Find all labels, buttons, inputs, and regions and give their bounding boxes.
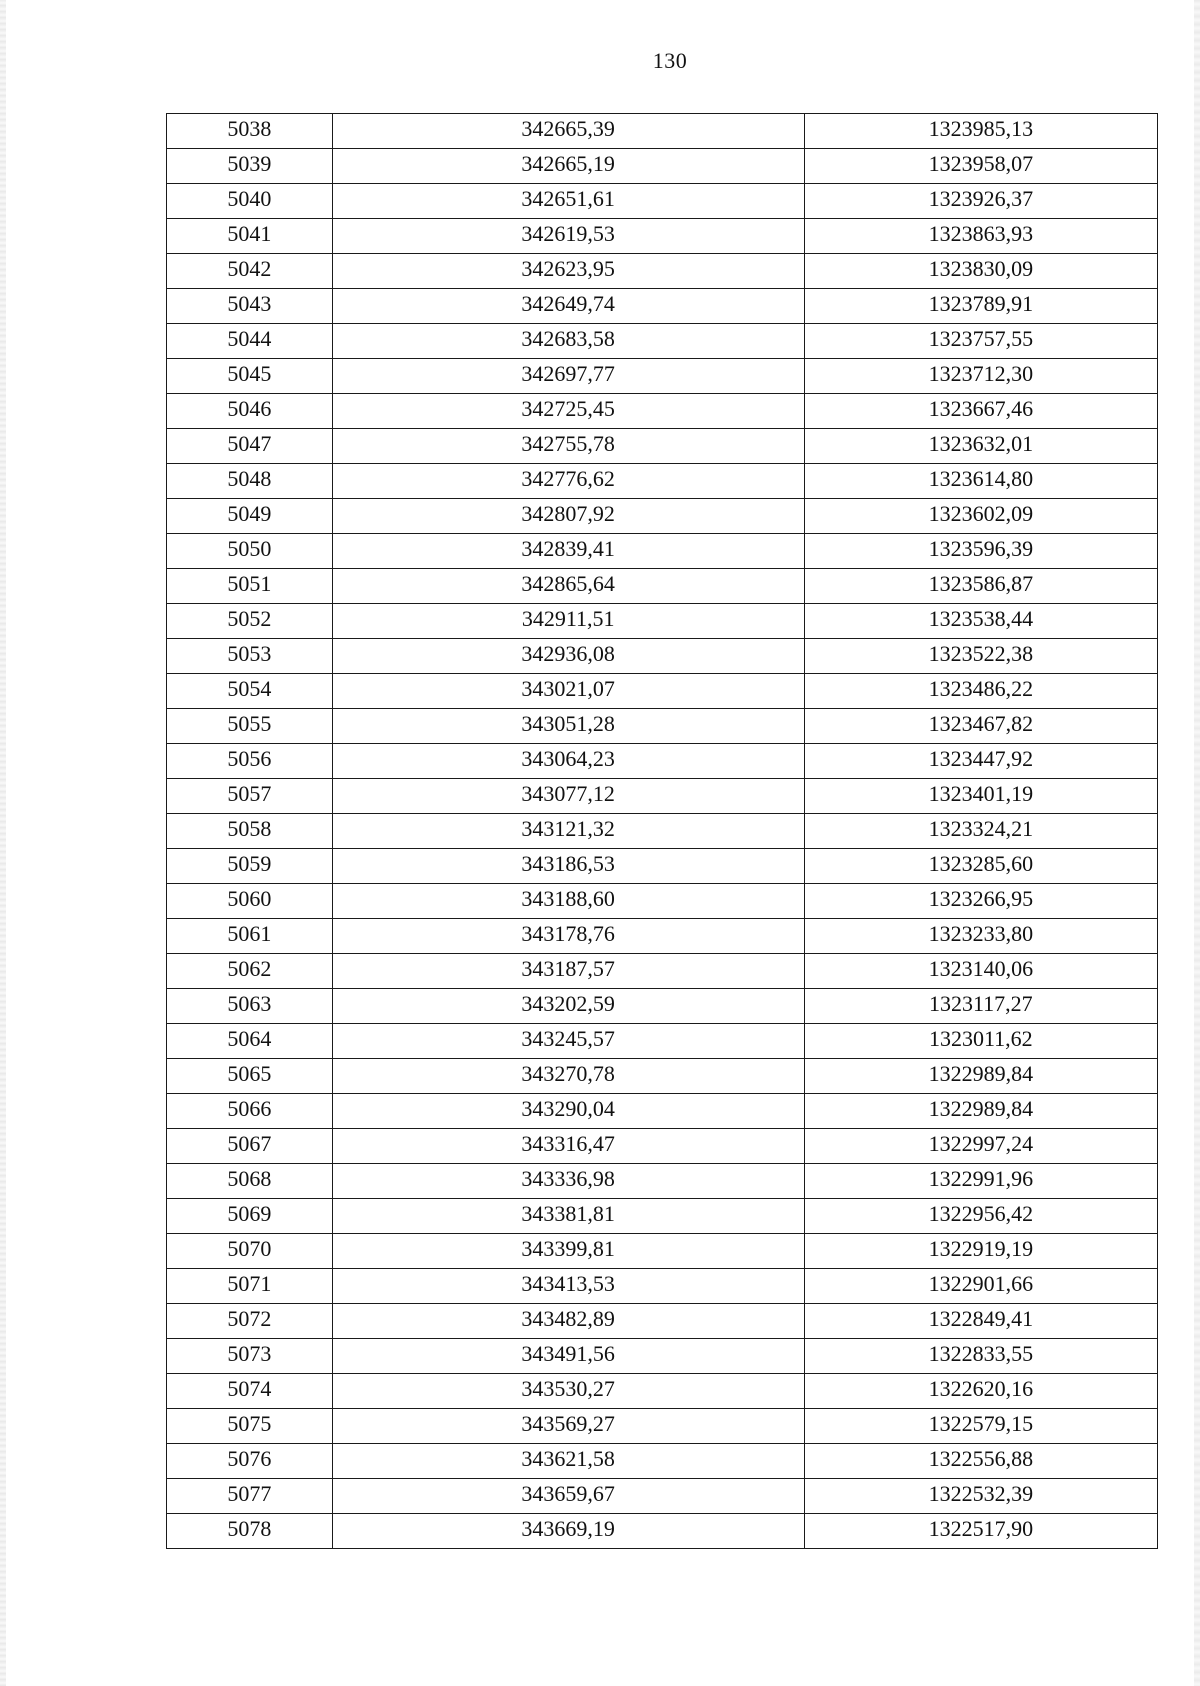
- table-row: [167, 1059, 1158, 1094]
- point-number-cell: [167, 744, 333, 779]
- y-coordinate-value: 1323602,09: [928, 501, 1034, 526]
- y-coordinate-value: 1322833,55: [928, 1341, 1034, 1366]
- table-row: [167, 464, 1158, 499]
- y-coordinate-cell: [804, 954, 1157, 989]
- y-coordinate-value: 1323789,91: [928, 291, 1034, 316]
- point-number-cell: [167, 359, 333, 394]
- point-number-cell: [167, 1444, 333, 1479]
- x-coordinate-cell: [332, 464, 804, 499]
- y-coordinate-cell: [804, 254, 1157, 289]
- x-coordinate-value: 342911,51: [521, 606, 615, 631]
- point-number-value: 5054: [227, 676, 272, 701]
- table-row: [167, 429, 1158, 464]
- y-coordinate-cell: [804, 1164, 1157, 1199]
- table-row: [167, 604, 1158, 639]
- table-row: [167, 919, 1158, 954]
- y-coordinate-cell: [804, 1374, 1157, 1409]
- y-coordinate-cell: [804, 569, 1157, 604]
- x-coordinate-cell: [332, 954, 804, 989]
- point-number-cell: [167, 499, 333, 534]
- point-number-cell: [167, 989, 333, 1024]
- point-number-cell: [167, 569, 333, 604]
- coordinates-table: [166, 113, 1158, 1549]
- table-row: [167, 1129, 1158, 1164]
- y-coordinate-value: 1323596,39: [928, 536, 1034, 561]
- y-coordinate-value: 1322517,90: [928, 1516, 1034, 1541]
- point-number-value: 5051: [227, 571, 272, 596]
- point-number-cell: [167, 1199, 333, 1234]
- y-coordinate-value: 1323926,37: [928, 186, 1034, 211]
- y-coordinate-value: 1323285,60: [928, 851, 1034, 876]
- y-coordinate-value: 1322989,84: [928, 1061, 1034, 1086]
- y-coordinate-value: 1323140,06: [928, 956, 1034, 981]
- point-number-value: 5055: [227, 711, 272, 736]
- x-coordinate-value: 342839,41: [521, 536, 615, 561]
- table-row: [167, 1514, 1158, 1549]
- x-coordinate-cell: [332, 324, 804, 359]
- x-coordinate-value: 343413,53: [521, 1271, 615, 1296]
- x-coordinate-value: 343381,81: [521, 1201, 615, 1226]
- y-coordinate-value: 1323447,92: [928, 746, 1034, 771]
- table-row: [167, 1444, 1158, 1479]
- point-number-cell: [167, 1129, 333, 1164]
- point-number-value: 5074: [227, 1376, 272, 1401]
- x-coordinate-value: 343202,59: [521, 991, 615, 1016]
- x-coordinate-cell: [332, 1514, 804, 1549]
- point-number-value: 5040: [227, 186, 272, 211]
- y-coordinate-cell: [804, 534, 1157, 569]
- table-row: [167, 149, 1158, 184]
- x-coordinate-cell: [332, 569, 804, 604]
- x-coordinate-value: 343669,19: [521, 1516, 615, 1541]
- x-coordinate-value: 342776,62: [521, 466, 615, 491]
- y-coordinate-cell: [804, 1129, 1157, 1164]
- point-number-value: 5071: [227, 1271, 272, 1296]
- point-number-cell: [167, 1269, 333, 1304]
- point-number-cell: [167, 184, 333, 219]
- point-number-value: 5056: [227, 746, 272, 771]
- table-row: [167, 1339, 1158, 1374]
- y-coordinate-cell: [804, 639, 1157, 674]
- point-number-value: 5063: [227, 991, 272, 1016]
- y-coordinate-value: 1322989,84: [928, 1096, 1034, 1121]
- table-row: [167, 219, 1158, 254]
- point-number-cell: [167, 849, 333, 884]
- table-row: [167, 534, 1158, 569]
- point-number-cell: [167, 674, 333, 709]
- y-coordinate-cell: [804, 219, 1157, 254]
- point-number-cell: [167, 884, 333, 919]
- x-coordinate-cell: [332, 779, 804, 814]
- x-coordinate-value: 342725,45: [521, 396, 615, 421]
- x-coordinate-value: 343077,12: [521, 781, 615, 806]
- point-number-value: 5041: [227, 221, 272, 246]
- x-coordinate-cell: [332, 114, 804, 149]
- table-row: [167, 849, 1158, 884]
- y-coordinate-value: 1323401,19: [928, 781, 1034, 806]
- table-row: [167, 569, 1158, 604]
- y-coordinate-cell: [804, 884, 1157, 919]
- y-coordinate-value: 1322849,41: [928, 1306, 1034, 1331]
- point-number-cell: [167, 149, 333, 184]
- y-coordinate-value: 1323632,01: [928, 431, 1034, 456]
- x-coordinate-cell: [332, 499, 804, 534]
- point-number-cell: [167, 1164, 333, 1199]
- table-row: [167, 709, 1158, 744]
- point-number-cell: [167, 1374, 333, 1409]
- y-coordinate-value: 1323266,95: [928, 886, 1034, 911]
- point-number-cell: [167, 1094, 333, 1129]
- point-number-value: 5049: [227, 501, 272, 526]
- x-coordinate-value: 342665,39: [521, 116, 615, 141]
- x-coordinate-value: 342623,95: [521, 256, 615, 281]
- table-row: [167, 989, 1158, 1024]
- y-coordinate-cell: [804, 429, 1157, 464]
- y-coordinate-value: 1322919,19: [928, 1236, 1034, 1261]
- y-coordinate-value: 1323233,80: [928, 921, 1034, 946]
- x-coordinate-value: 343187,57: [521, 956, 615, 981]
- coordinates-table-body: [167, 114, 1158, 1549]
- page-number: 130: [652, 48, 688, 73]
- y-coordinate-cell: [804, 359, 1157, 394]
- point-number-value: 5052: [227, 606, 272, 631]
- y-coordinate-cell: [804, 1479, 1157, 1514]
- y-coordinate-cell: [804, 499, 1157, 534]
- x-coordinate-cell: [332, 639, 804, 674]
- y-coordinate-cell: [804, 1339, 1157, 1374]
- point-number-cell: [167, 1024, 333, 1059]
- point-number-cell: [167, 394, 333, 429]
- y-coordinate-value: 1322901,66: [928, 1271, 1034, 1296]
- x-coordinate-value: 342619,53: [521, 221, 615, 246]
- point-number-cell: [167, 639, 333, 674]
- point-number-value: 5039: [227, 151, 272, 176]
- point-number-value: 5053: [227, 641, 272, 666]
- point-number-value: 5062: [227, 956, 272, 981]
- table-row: [167, 289, 1158, 324]
- x-coordinate-value: 342649,74: [521, 291, 615, 316]
- table-row: [167, 1234, 1158, 1269]
- y-coordinate-value: 1322997,24: [928, 1131, 1034, 1156]
- y-coordinate-value: 1323614,80: [928, 466, 1034, 491]
- y-coordinate-value: 1323324,21: [928, 816, 1034, 841]
- y-coordinate-cell: [804, 1514, 1157, 1549]
- y-coordinate-value: 1323757,55: [928, 326, 1034, 351]
- y-coordinate-value: 1323712,30: [928, 361, 1034, 386]
- point-number-value: 5069: [227, 1201, 272, 1226]
- x-coordinate-cell: [332, 289, 804, 324]
- point-number-value: 5077: [227, 1481, 272, 1506]
- point-number-value: 5058: [227, 816, 272, 841]
- x-coordinate-cell: [332, 534, 804, 569]
- point-number-value: 5061: [227, 921, 272, 946]
- x-coordinate-cell: [332, 429, 804, 464]
- y-coordinate-value: 1322579,15: [928, 1411, 1034, 1436]
- x-coordinate-cell: [332, 1374, 804, 1409]
- point-number-cell: [167, 779, 333, 814]
- y-coordinate-cell: [804, 184, 1157, 219]
- y-coordinate-cell: [804, 1409, 1157, 1444]
- x-coordinate-value: 343064,23: [521, 746, 615, 771]
- x-coordinate-cell: [332, 1199, 804, 1234]
- y-coordinate-cell: [804, 744, 1157, 779]
- x-coordinate-value: 342865,64: [521, 571, 615, 596]
- x-coordinate-value: 343245,57: [521, 1026, 615, 1051]
- x-coordinate-value: 343569,27: [521, 1411, 615, 1436]
- point-number-cell: [167, 919, 333, 954]
- x-coordinate-cell: [332, 1339, 804, 1374]
- point-number-value: 5064: [227, 1026, 272, 1051]
- table-row: [167, 324, 1158, 359]
- table-row: [167, 639, 1158, 674]
- y-coordinate-cell: [804, 779, 1157, 814]
- x-coordinate-cell: [332, 1024, 804, 1059]
- x-coordinate-cell: [332, 1094, 804, 1129]
- point-number-cell: [167, 534, 333, 569]
- point-number-cell: [167, 1059, 333, 1094]
- y-coordinate-value: 1323011,62: [928, 1026, 1033, 1051]
- table-row: [167, 1024, 1158, 1059]
- y-coordinate-value: 1323117,27: [928, 991, 1033, 1016]
- point-number-cell: [167, 814, 333, 849]
- x-coordinate-cell: [332, 674, 804, 709]
- y-coordinate-value: 1322556,88: [928, 1446, 1034, 1471]
- x-coordinate-value: 342807,92: [521, 501, 615, 526]
- y-coordinate-cell: [804, 324, 1157, 359]
- point-number-value: 5043: [227, 291, 272, 316]
- y-coordinate-value: 1323985,13: [928, 116, 1034, 141]
- y-coordinate-cell: [804, 674, 1157, 709]
- y-coordinate-value: 1323667,46: [928, 396, 1034, 421]
- x-coordinate-cell: [332, 1234, 804, 1269]
- x-coordinate-value: 343621,58: [521, 1446, 615, 1471]
- x-coordinate-value: 343188,60: [521, 886, 615, 911]
- x-coordinate-cell: [332, 1479, 804, 1514]
- y-coordinate-cell: [804, 1199, 1157, 1234]
- y-coordinate-value: 1323863,93: [928, 221, 1034, 246]
- y-coordinate-cell: [804, 289, 1157, 324]
- x-coordinate-value: 343336,98: [521, 1166, 615, 1191]
- point-number-cell: [167, 604, 333, 639]
- point-number-value: 5060: [227, 886, 272, 911]
- x-coordinate-cell: [332, 744, 804, 779]
- x-coordinate-cell: [332, 849, 804, 884]
- y-coordinate-value: 1323522,38: [928, 641, 1034, 666]
- table-row: [167, 1479, 1158, 1514]
- y-coordinate-value: 1323486,22: [928, 676, 1034, 701]
- x-coordinate-value: 343491,56: [521, 1341, 615, 1366]
- x-coordinate-cell: [332, 149, 804, 184]
- point-number-value: 5065: [227, 1061, 272, 1086]
- table-row: [167, 1269, 1158, 1304]
- y-coordinate-cell: [804, 1234, 1157, 1269]
- x-coordinate-value: 343659,67: [521, 1481, 615, 1506]
- table-row: [167, 184, 1158, 219]
- table-row: [167, 884, 1158, 919]
- table-row: [167, 359, 1158, 394]
- x-coordinate-cell: [332, 1164, 804, 1199]
- y-coordinate-cell: [804, 989, 1157, 1024]
- point-number-cell: [167, 114, 333, 149]
- table-row: [167, 1164, 1158, 1199]
- point-number-cell: [167, 709, 333, 744]
- point-number-cell: [167, 1304, 333, 1339]
- y-coordinate-value: 1323538,44: [928, 606, 1034, 631]
- point-number-value: 5070: [227, 1236, 272, 1261]
- y-coordinate-cell: [804, 919, 1157, 954]
- point-number-cell: [167, 289, 333, 324]
- x-coordinate-cell: [332, 1409, 804, 1444]
- point-number-value: 5038: [227, 116, 272, 141]
- point-number-value: 5046: [227, 396, 272, 421]
- point-number-cell: [167, 219, 333, 254]
- point-number-value: 5045: [227, 361, 272, 386]
- x-coordinate-value: 342936,08: [521, 641, 615, 666]
- point-number-cell: [167, 429, 333, 464]
- point-number-value: 5075: [227, 1411, 272, 1436]
- x-coordinate-cell: [332, 1129, 804, 1164]
- table-row: [167, 1304, 1158, 1339]
- x-coordinate-value: 343316,47: [521, 1131, 615, 1156]
- y-coordinate-cell: [804, 1094, 1157, 1129]
- scan-edge-right: [1194, 0, 1200, 1686]
- table-row: [167, 499, 1158, 534]
- y-coordinate-value: 1323958,07: [928, 151, 1034, 176]
- table-row: [167, 744, 1158, 779]
- point-number-value: 5059: [227, 851, 272, 876]
- point-number-value: 5076: [227, 1446, 272, 1471]
- y-coordinate-value: 1323586,87: [928, 571, 1034, 596]
- point-number-value: 5050: [227, 536, 272, 561]
- y-coordinate-cell: [804, 849, 1157, 884]
- y-coordinate-cell: [804, 1444, 1157, 1479]
- y-coordinate-cell: [804, 1059, 1157, 1094]
- x-coordinate-value: 343270,78: [521, 1061, 615, 1086]
- x-coordinate-value: 342697,77: [521, 361, 615, 386]
- x-coordinate-value: 343399,81: [521, 1236, 615, 1261]
- x-coordinate-value: 343121,32: [521, 816, 615, 841]
- table-row: [167, 394, 1158, 429]
- y-coordinate-value: 1322956,42: [928, 1201, 1034, 1226]
- x-coordinate-cell: [332, 184, 804, 219]
- point-number-cell: [167, 464, 333, 499]
- y-coordinate-value: 1323467,82: [928, 711, 1034, 736]
- y-coordinate-cell: [804, 464, 1157, 499]
- point-number-value: 5048: [227, 466, 272, 491]
- x-coordinate-cell: [332, 1444, 804, 1479]
- table-row: [167, 814, 1158, 849]
- y-coordinate-cell: [804, 114, 1157, 149]
- x-coordinate-value: 343178,76: [521, 921, 615, 946]
- table-row: [167, 674, 1158, 709]
- point-number-value: 5042: [227, 256, 272, 281]
- x-coordinate-cell: [332, 254, 804, 289]
- point-number-cell: [167, 1234, 333, 1269]
- point-number-value: 5073: [227, 1341, 272, 1366]
- x-coordinate-value: 342755,78: [521, 431, 615, 456]
- y-coordinate-cell: [804, 1269, 1157, 1304]
- x-coordinate-cell: [332, 884, 804, 919]
- x-coordinate-cell: [332, 814, 804, 849]
- y-coordinate-cell: [804, 709, 1157, 744]
- y-coordinate-value: 1322532,39: [928, 1481, 1034, 1506]
- point-number-value: 5057: [227, 781, 272, 806]
- y-coordinate-cell: [804, 814, 1157, 849]
- table-row: [167, 114, 1158, 149]
- point-number-value: 5047: [227, 431, 272, 456]
- point-number-cell: [167, 1409, 333, 1444]
- point-number-cell: [167, 954, 333, 989]
- table-row: [167, 779, 1158, 814]
- y-coordinate-cell: [804, 394, 1157, 429]
- x-coordinate-value: 343482,89: [521, 1306, 615, 1331]
- x-coordinate-cell: [332, 219, 804, 254]
- x-coordinate-cell: [332, 989, 804, 1024]
- x-coordinate-cell: [332, 919, 804, 954]
- x-coordinate-value: 342683,58: [521, 326, 615, 351]
- x-coordinate-cell: [332, 359, 804, 394]
- table-row: [167, 254, 1158, 289]
- x-coordinate-value: 343290,04: [521, 1096, 615, 1121]
- table-row: [167, 1094, 1158, 1129]
- point-number-value: 5078: [227, 1516, 272, 1541]
- x-coordinate-value: 342651,61: [521, 186, 615, 211]
- x-coordinate-value: 343051,28: [521, 711, 615, 736]
- x-coordinate-value: 342665,19: [521, 151, 615, 176]
- x-coordinate-value: 343021,07: [521, 676, 615, 701]
- y-coordinate-cell: [804, 1024, 1157, 1059]
- point-number-cell: [167, 1479, 333, 1514]
- scan-edge-left: [0, 0, 6, 1686]
- point-number-cell: [167, 254, 333, 289]
- x-coordinate-value: 343186,53: [521, 851, 615, 876]
- table-row: [167, 1199, 1158, 1234]
- table-row: [167, 1374, 1158, 1409]
- point-number-cell: [167, 1339, 333, 1374]
- x-coordinate-cell: [332, 1059, 804, 1094]
- x-coordinate-cell: [332, 1269, 804, 1304]
- point-number-value: 5067: [227, 1131, 272, 1156]
- x-coordinate-cell: [332, 709, 804, 744]
- y-coordinate-value: 1322991,96: [928, 1166, 1034, 1191]
- y-coordinate-cell: [804, 149, 1157, 184]
- y-coordinate-value: 1323830,09: [928, 256, 1034, 281]
- point-number-value: 5044: [227, 326, 272, 351]
- x-coordinate-cell: [332, 1304, 804, 1339]
- point-number-value: 5072: [227, 1306, 272, 1331]
- x-coordinate-cell: [332, 604, 804, 639]
- point-number-value: 5068: [227, 1166, 272, 1191]
- table-row: [167, 954, 1158, 989]
- y-coordinate-value: 1322620,16: [928, 1376, 1034, 1401]
- point-number-cell: [167, 324, 333, 359]
- y-coordinate-cell: [804, 604, 1157, 639]
- y-coordinate-cell: [804, 1304, 1157, 1339]
- point-number-cell: [167, 1514, 333, 1549]
- point-number-value: 5066: [227, 1096, 272, 1121]
- x-coordinate-value: 343530,27: [521, 1376, 615, 1401]
- table-row: [167, 1409, 1158, 1444]
- x-coordinate-cell: [332, 394, 804, 429]
